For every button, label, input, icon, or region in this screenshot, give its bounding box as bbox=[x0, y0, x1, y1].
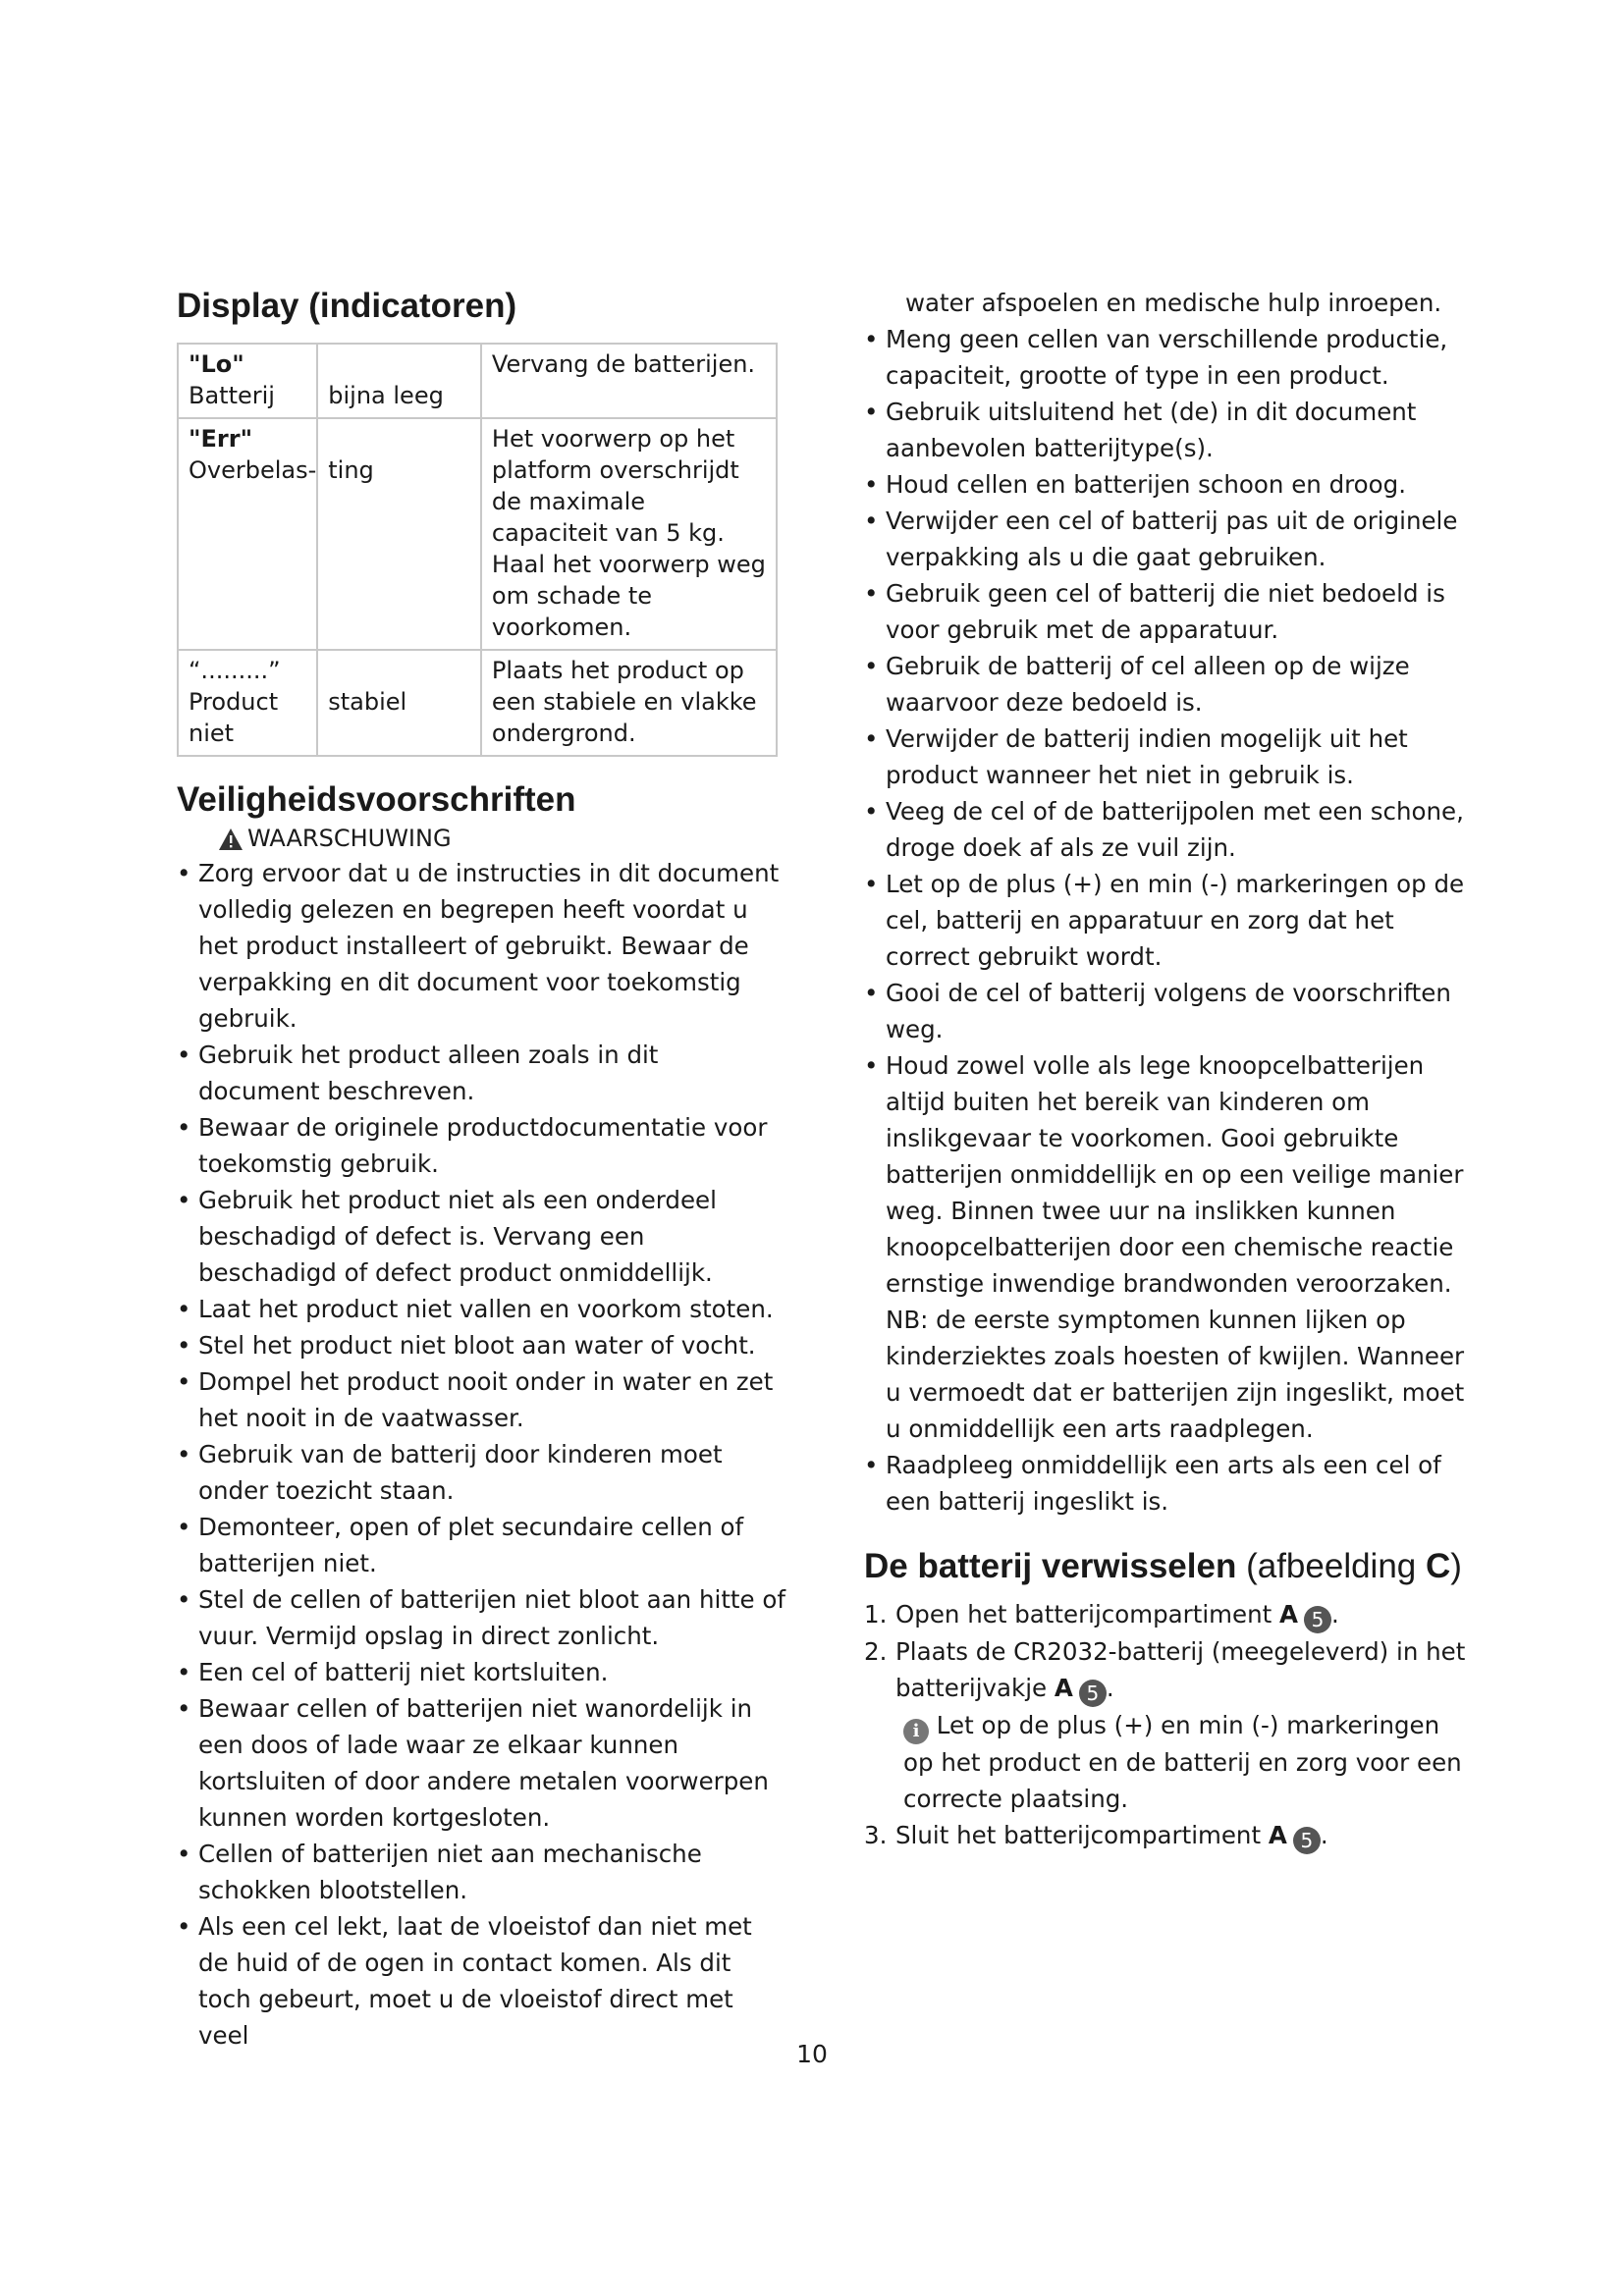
battery-heading: De batterij verwisselen (afbeelding C) bbox=[864, 1547, 1462, 1585]
table-cell-code: "Lo" Batterij bbox=[178, 344, 317, 418]
list-item: • Gooi de cel of batterij volgens de voorschriften weg. bbox=[864, 975, 1468, 1047]
safety-list-left bbox=[177, 855, 785, 2054]
battery-note: i Let op de plus (+) en min (-) markeringen op het product en de batterij en zorg voor een correcte plaatsing. bbox=[903, 1711, 1462, 1813]
list-item: • Bewaar de originele productdocumentatie voor toekomstig gebruik. bbox=[177, 1109, 785, 1182]
list-item: • Let op de plus (+) en min (-) markeringen op de cel, batterij en apparatuur en zorg dat het correct gebruikt wordt. bbox=[864, 866, 1468, 975]
table-cell-code: “.........” Product niet bbox=[178, 650, 317, 756]
table-row bbox=[178, 344, 777, 418]
number-badge: 5 bbox=[1304, 1606, 1331, 1633]
step-item: 1. Open het batterijcompartiment A 5 . bbox=[864, 1600, 1339, 1631]
list-item: • Gebruik van de batterij door kinderen moet onder toezicht staan. bbox=[177, 1436, 785, 1509]
list-item: • Gebruik het product niet als een onderdeel beschadigd of defect is. Vervang een beschadigd of defect product onmiddellijk. bbox=[177, 1182, 785, 1291]
list-item: • Dompel het product nooit onder in water en zet het nooit in de vaatwasser. bbox=[177, 1363, 785, 1436]
list-item: • Verwijder de batterij indien mogelijk uit het product wanneer het niet in gebruik is. bbox=[864, 721, 1468, 793]
step-item: 3. Sluit het batterijcompartiment A 5 . bbox=[864, 1821, 1328, 1852]
warning-label: WAARSCHUWING bbox=[218, 822, 785, 855]
safety-list-right bbox=[864, 321, 1468, 1520]
display-heading: Display (indicatoren) bbox=[177, 287, 517, 325]
table-row bbox=[178, 418, 777, 650]
table-cell-name: ting bbox=[317, 418, 481, 650]
table-cell-action: Het voorwerp op het platform overschrijdt de maximale capaciteit van 5 kg. Haal het voorwerp weg om schade te voorkomen. bbox=[481, 418, 777, 650]
list-item: • Gebruik het product alleen zoals in dit document beschreven. bbox=[177, 1037, 785, 1109]
table-row bbox=[178, 650, 777, 756]
warning-triangle-icon bbox=[218, 827, 244, 850]
left-column bbox=[177, 285, 785, 2054]
list-item: • Gebruik uitsluitend het (de) in dit document aanbevolen batterijtype(s). bbox=[864, 394, 1468, 466]
step-item: 2. Plaats de CR2032-batterij (meegeleverd) in het batterijvakje A 5 . i Let op de plus (+) en min (-) markeringen op het product en de batterij en zorg voor een correcte plaatsing. bbox=[864, 1633, 1468, 1817]
list-item: • Demonteer, open of plet secundaire cellen of batterijen niet. bbox=[177, 1509, 785, 1581]
table-cell-action: Plaats het product op een stabiele en vlakke ondergrond. bbox=[481, 650, 777, 756]
list-item: • Verwijder een cel of batterij pas uit de originele verpakking als u die gaat gebruiken. bbox=[864, 503, 1468, 575]
continuation-text: water afspoelen en medische hulp inroepen. bbox=[905, 289, 1442, 317]
info-icon: i bbox=[903, 1719, 929, 1744]
list-item: • Bewaar cellen of batterijen niet wanordelijk in een doos of lade waar ze elkaar kunnen kortsluiten of door andere metalen voorwerpen kunnen worden kortgesloten. bbox=[177, 1690, 785, 1836]
right-column bbox=[864, 285, 1468, 1854]
list-item: • Houd zowel volle als lege knoopcelbatterijen altijd buiten het bereik van kinderen om inslikgevaar te voorkomen. Gooi gebruikte batterijen onmiddellijk en op een veilige manier weg. Binnen twee uur na inslikken kunnen knoopcelbatterijen door een chemische reactie ernstige inwendige brandwonden veroorzaken. NB: de eerste symptomen kunnen lijken op kinderziektes zoals hoesten of kwijlen. Wanneer u vermoedt dat er batterijen zijn ingeslikt, moet u onmiddellijk een arts raadplegen. bbox=[864, 1047, 1468, 1447]
number-badge: 5 bbox=[1293, 1827, 1321, 1854]
table-cell-name: bijna leeg bbox=[317, 344, 481, 418]
list-item: • Als een cel lekt, laat de vloeistof dan niet met de huid of de ogen in contact komen. Als dit toch gebeurt, moet u de vloeistof direct met veel bbox=[177, 1908, 785, 2054]
list-item: • Laat het product niet vallen en voorkom stoten. bbox=[177, 1291, 785, 1327]
battery-steps bbox=[864, 1596, 1468, 1854]
list-item: • Stel de cellen of batterijen niet bloot aan hitte of vuur. Vermijd opslag in direct zonlicht. bbox=[177, 1581, 785, 1654]
number-badge: 5 bbox=[1079, 1680, 1107, 1707]
display-table bbox=[177, 343, 778, 757]
list-item: • Raadpleeg onmiddellijk een arts als een cel of een batterij ingeslikt is. bbox=[864, 1447, 1468, 1520]
list-item: • Houd cellen en batterijen schoon en droog. bbox=[864, 466, 1468, 503]
list-item: • Veeg de cel of de batterijpolen met een schone, droge doek af als ze vuil zijn. bbox=[864, 793, 1468, 866]
list-item: • Meng geen cellen van verschillende productie, capaciteit, grootte of type in een product. bbox=[864, 321, 1468, 394]
table-cell-name: stabiel bbox=[317, 650, 481, 756]
list-item: • Stel het product niet bloot aan water of vocht. bbox=[177, 1327, 785, 1363]
table-cell-code: "Err" Overbelas- bbox=[178, 418, 317, 650]
table-cell-action: Vervang de batterijen. bbox=[481, 344, 777, 418]
list-item: • Een cel of batterij niet kortsluiten. bbox=[177, 1654, 785, 1690]
page-number: 10 bbox=[796, 2040, 828, 2068]
list-item: • Gebruik de batterij of cel alleen op de wijze waarvoor deze bedoeld is. bbox=[864, 648, 1468, 721]
safety-heading: Veiligheidsvoorschriften bbox=[177, 780, 576, 819]
list-item: • Zorg ervoor dat u de instructies in dit document volledig gelezen en begrepen heeft voordat u het product installeert of gebruikt. Bewaar de verpakking en dit document voor toekomstig gebruik. bbox=[177, 855, 785, 1037]
list-item: • Cellen of batterijen niet aan mechanische schokken blootstellen. bbox=[177, 1836, 785, 1908]
list-item: • Gebruik geen cel of batterij die niet bedoeld is voor gebruik met de apparatuur. bbox=[864, 575, 1468, 648]
